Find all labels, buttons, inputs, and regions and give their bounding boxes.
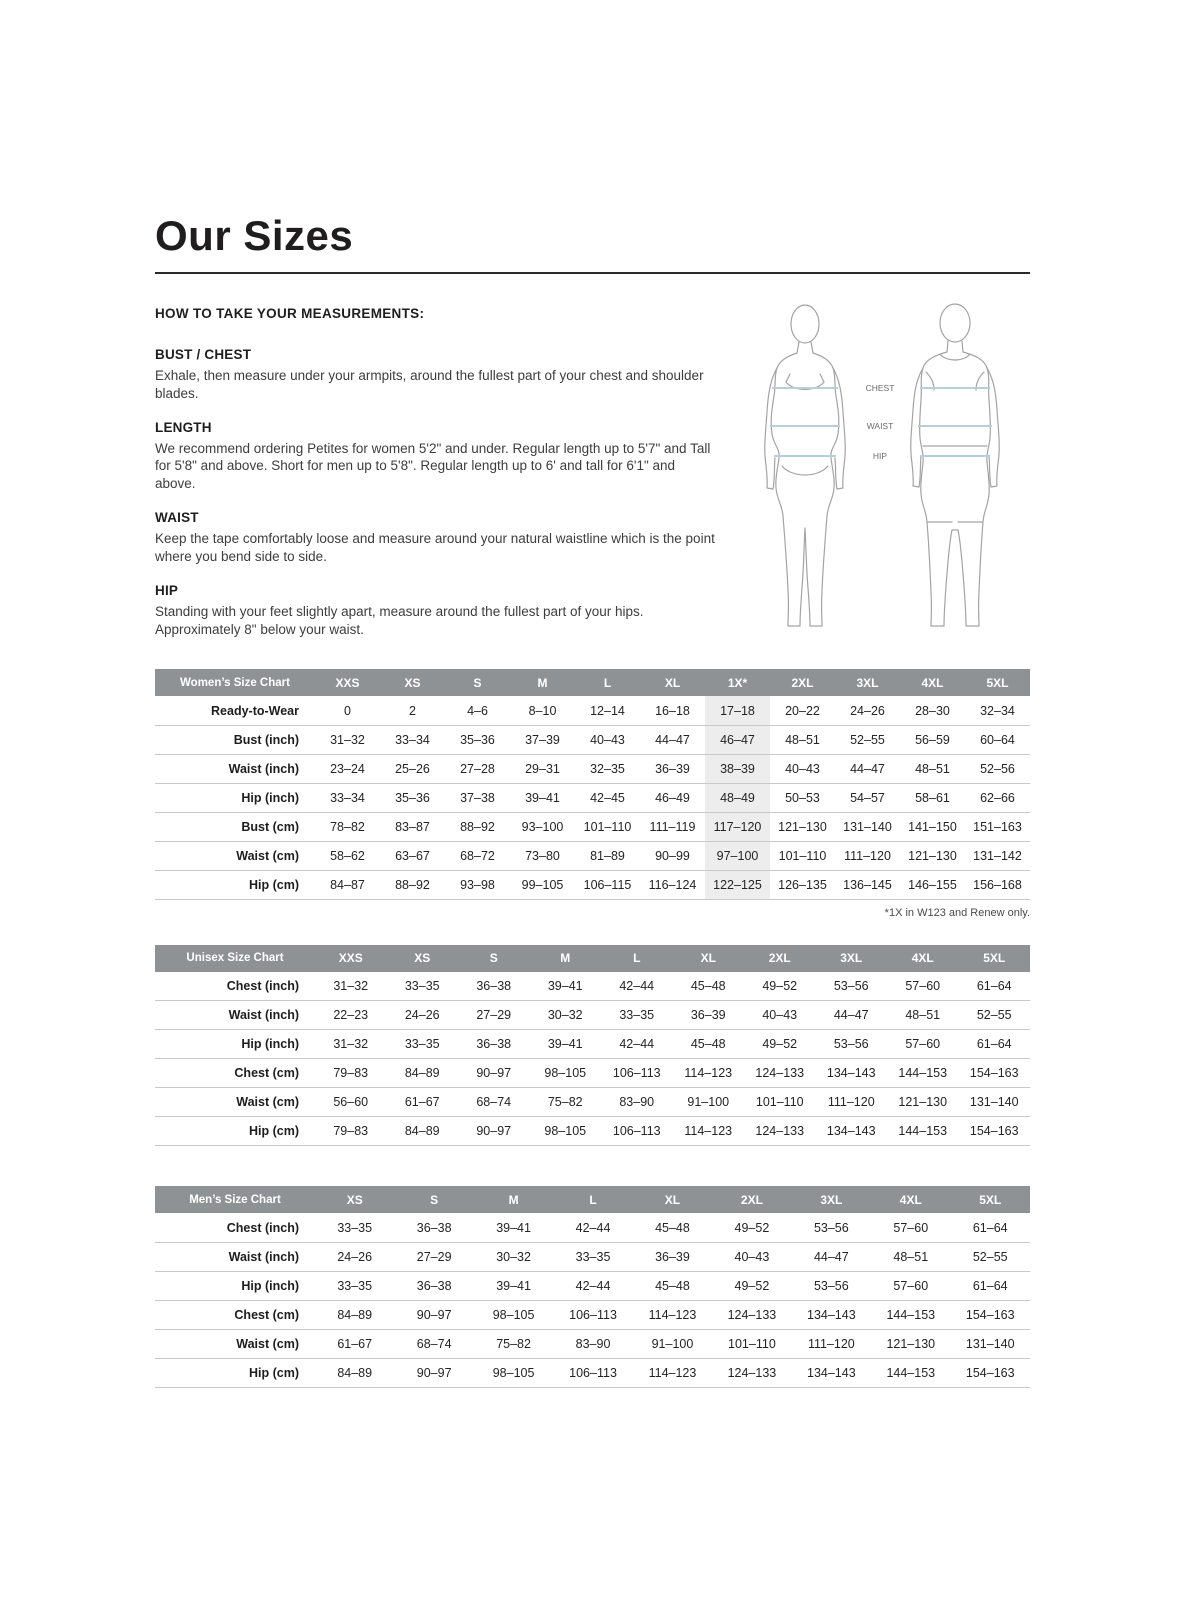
size-column-header: 1X* bbox=[705, 669, 770, 696]
size-value-cell: 106–113 bbox=[569, 1365, 617, 1380]
size-value-cell: 40–43 bbox=[734, 1249, 770, 1264]
size-value-cell: 53–56 bbox=[813, 1220, 849, 1235]
section-body: We recommend ordering Petites for women 5'2" and under. Regular length up to 5'7" and Tall for 5'8" and above. Short for men up to 5'8". Regular length up to 6' and tall for 6'1" and above. bbox=[155, 440, 711, 492]
size-value-cell: 84–89 bbox=[404, 1066, 440, 1081]
size-value-cell: 57–60 bbox=[905, 979, 941, 994]
size-value-cell: 40–43 bbox=[785, 761, 820, 776]
size-value-cell: 121–130 bbox=[908, 848, 957, 863]
size-value-cell: 61–64 bbox=[976, 1037, 1012, 1052]
mens-size-chart-table bbox=[155, 1186, 1030, 1388]
womens-size-chart-table bbox=[155, 669, 1030, 900]
row-label: Chest (cm) bbox=[234, 1066, 299, 1081]
table-row bbox=[155, 841, 1030, 870]
size-value-cell: 44–47 bbox=[833, 1008, 869, 1023]
figure-label-chest: CHEST bbox=[865, 383, 895, 393]
size-column-header: 2XL bbox=[744, 945, 816, 972]
size-value-cell: 53–56 bbox=[833, 1037, 869, 1052]
size-value-cell: 30–32 bbox=[547, 1008, 583, 1023]
size-value-cell: 61–67 bbox=[337, 1336, 373, 1351]
size-value-cell: 61–64 bbox=[976, 979, 1012, 994]
size-value-cell: 57–60 bbox=[893, 1278, 929, 1293]
table-row bbox=[155, 812, 1030, 841]
section-waist bbox=[155, 510, 715, 566]
size-value-cell: 23–24 bbox=[330, 761, 365, 776]
size-value-cell: 33–35 bbox=[337, 1220, 373, 1235]
table-row bbox=[155, 1117, 1030, 1146]
size-value-cell: 111–120 bbox=[844, 848, 891, 863]
figure-label-waist: WAIST bbox=[866, 421, 894, 431]
size-value-cell: 154–163 bbox=[965, 1365, 1015, 1380]
size-column-header: 3XL bbox=[792, 1186, 871, 1213]
size-value-cell: 121–130 bbox=[886, 1336, 936, 1351]
figure-label-hip: HIP bbox=[872, 451, 888, 461]
row-label: Hip (cm) bbox=[249, 1365, 299, 1380]
table-title: Unisex Size Chart bbox=[155, 945, 315, 972]
size-value-cell: 106–113 bbox=[569, 1307, 617, 1322]
size-value-cell: 124–133 bbox=[755, 1066, 805, 1081]
size-value-cell: 73–80 bbox=[525, 848, 560, 863]
size-value-cell: 33–35 bbox=[404, 979, 440, 994]
table-title: Men’s Size Chart bbox=[155, 1186, 315, 1213]
size-value-cell: 39–41 bbox=[547, 1037, 583, 1052]
table-row bbox=[155, 972, 1030, 1001]
measurements-intro bbox=[155, 306, 1030, 655]
row-label: Waist (inch) bbox=[228, 761, 299, 776]
size-value-cell: 32–35 bbox=[590, 761, 625, 776]
page-title: Our Sizes bbox=[155, 212, 354, 259]
size-column-header: XXS bbox=[315, 669, 380, 696]
size-value-cell: 36–39 bbox=[690, 1008, 726, 1023]
measurement-figures bbox=[730, 296, 1030, 655]
size-value-cell: 84–89 bbox=[337, 1307, 373, 1322]
size-column-header: XL bbox=[633, 1186, 712, 1213]
size-value-cell: 45–48 bbox=[690, 1037, 726, 1052]
size-column-header: 3XL bbox=[816, 945, 888, 972]
size-value-cell: 88–92 bbox=[460, 819, 495, 834]
header-row bbox=[155, 1186, 1030, 1213]
mens-size-chart-section bbox=[155, 1186, 1030, 1388]
size-value-cell: 134–143 bbox=[807, 1307, 856, 1322]
size-value-cell: 33–35 bbox=[337, 1278, 373, 1293]
size-value-cell: 136–145 bbox=[843, 877, 892, 892]
table-row bbox=[155, 783, 1030, 812]
section-body: Keep the tape comfortably loose and measure around your natural waistline which is the point where you bend side to side. bbox=[155, 531, 715, 564]
size-value-cell: 52–55 bbox=[972, 1249, 1008, 1264]
row-label: Hip (inch) bbox=[241, 1278, 299, 1293]
table-row bbox=[155, 1059, 1030, 1088]
section-body: Exhale, then measure under your armpits, around the fullest part of your chest and shoulder blades. bbox=[155, 368, 704, 401]
size-value-cell: 114–123 bbox=[648, 1365, 697, 1380]
size-value-cell: 62–66 bbox=[980, 790, 1015, 805]
size-value-cell: 101–110 bbox=[583, 819, 632, 834]
size-value-cell: 101–110 bbox=[728, 1336, 776, 1351]
size-column-header: XL bbox=[673, 945, 745, 972]
size-value-cell: 79–83 bbox=[333, 1066, 369, 1081]
unisex-size-chart-table bbox=[155, 945, 1030, 1147]
size-value-cell: 151–163 bbox=[973, 819, 1022, 834]
size-value-cell: 27–28 bbox=[460, 761, 495, 776]
size-value-cell: 91–100 bbox=[651, 1336, 694, 1351]
size-value-cell: 20–22 bbox=[785, 703, 820, 718]
size-value-cell: 42–45 bbox=[590, 790, 625, 805]
size-value-cell: 98–105 bbox=[544, 1066, 587, 1081]
size-value-cell: 106–113 bbox=[612, 1066, 661, 1081]
row-label: Waist (inch) bbox=[228, 1008, 299, 1023]
size-value-cell: 83–87 bbox=[395, 819, 430, 834]
size-value-cell: 36–38 bbox=[476, 979, 512, 994]
size-value-cell: 31–32 bbox=[330, 732, 365, 747]
size-value-cell: 106–115 bbox=[583, 877, 632, 892]
size-value-cell: 75–82 bbox=[547, 1095, 583, 1110]
size-column-header: S bbox=[458, 945, 530, 972]
table-row bbox=[155, 1300, 1030, 1329]
size-value-cell: 33–34 bbox=[330, 790, 365, 805]
size-value-cell: 114–123 bbox=[684, 1124, 733, 1139]
size-value-cell: 42–44 bbox=[619, 979, 655, 994]
size-value-cell: 56–59 bbox=[915, 732, 950, 747]
size-value-cell: 48–51 bbox=[785, 732, 820, 747]
size-column-header: 4XL bbox=[887, 945, 959, 972]
size-column-header: 5XL bbox=[951, 1186, 1031, 1213]
section-bust-chest bbox=[155, 347, 715, 403]
table-row bbox=[155, 1242, 1030, 1271]
section-length bbox=[155, 420, 715, 493]
size-column-header: XS bbox=[315, 1186, 394, 1213]
size-value-cell: 154–163 bbox=[969, 1066, 1019, 1081]
size-value-cell: 46–49 bbox=[655, 790, 690, 805]
size-value-cell: 58–62 bbox=[330, 848, 365, 863]
size-value-cell: 114–123 bbox=[648, 1307, 697, 1322]
size-value-cell: 45–48 bbox=[690, 979, 726, 994]
section-heading: BUST / CHEST bbox=[155, 347, 252, 362]
size-value-cell: 40–43 bbox=[590, 732, 625, 747]
size-value-cell: 124–133 bbox=[727, 1365, 777, 1380]
size-value-cell: 124–133 bbox=[727, 1307, 777, 1322]
size-value-cell: 58–61 bbox=[915, 790, 950, 805]
size-value-cell: 131–142 bbox=[973, 848, 1022, 863]
table-row bbox=[155, 1030, 1030, 1059]
row-label: Waist (inch) bbox=[228, 1249, 299, 1264]
size-value-cell: 61–64 bbox=[972, 1278, 1008, 1293]
size-value-cell: 30–32 bbox=[496, 1249, 531, 1264]
size-value-cell: 124–133 bbox=[755, 1124, 805, 1139]
size-value-cell: 134–143 bbox=[826, 1124, 876, 1139]
size-value-cell: 35–36 bbox=[395, 790, 430, 805]
size-value-cell: 91–100 bbox=[687, 1095, 730, 1110]
size-value-cell: 156–168 bbox=[973, 877, 1022, 892]
size-column-header: M bbox=[510, 669, 575, 696]
row-label: Hip (cm) bbox=[249, 1124, 299, 1139]
size-value-cell: 45–48 bbox=[655, 1220, 690, 1235]
header-row bbox=[155, 945, 1030, 972]
size-value-cell: 39–41 bbox=[496, 1278, 531, 1293]
size-value-cell: 38–39 bbox=[705, 754, 770, 783]
table-row bbox=[155, 754, 1030, 783]
unisex-size-chart-section bbox=[155, 945, 1030, 1147]
row-label: Waist (cm) bbox=[236, 1336, 299, 1351]
size-value-cell: 101–110 bbox=[755, 1095, 804, 1110]
size-column-header: L bbox=[601, 945, 673, 972]
size-value-cell: 131–140 bbox=[965, 1336, 1015, 1351]
size-column-header: 5XL bbox=[965, 669, 1030, 696]
size-value-cell: 49–52 bbox=[734, 1278, 770, 1293]
size-value-cell: 114–123 bbox=[684, 1066, 733, 1081]
row-label: Hip (inch) bbox=[241, 790, 299, 805]
size-value-cell: 98–105 bbox=[544, 1124, 587, 1139]
size-value-cell: 84–89 bbox=[404, 1124, 440, 1139]
size-value-cell: 52–55 bbox=[976, 1008, 1012, 1023]
section-heading: HIP bbox=[155, 582, 179, 598]
size-value-cell: 54–57 bbox=[850, 790, 885, 805]
size-value-cell: 63–67 bbox=[395, 848, 430, 863]
size-column-header: 2XL bbox=[770, 669, 835, 696]
size-value-cell: 49–52 bbox=[762, 979, 798, 994]
size-value-cell: 35–36 bbox=[460, 732, 495, 747]
size-value-cell: 40–43 bbox=[762, 1008, 798, 1023]
size-value-cell: 44–47 bbox=[655, 732, 690, 747]
size-value-cell: 154–163 bbox=[965, 1307, 1015, 1322]
size-column-header: XXS bbox=[315, 945, 387, 972]
size-value-cell: 144–153 bbox=[886, 1307, 936, 1322]
size-value-cell: 78–82 bbox=[330, 819, 365, 834]
size-value-cell: 49–52 bbox=[734, 1220, 770, 1235]
size-value-cell: 8–10 bbox=[528, 703, 557, 718]
size-value-cell: 68–72 bbox=[460, 848, 495, 863]
female-body-outline bbox=[771, 353, 839, 626]
size-value-cell: 121–130 bbox=[898, 1095, 948, 1110]
section-heading: LENGTH bbox=[155, 419, 212, 435]
size-value-cell: 88–92 bbox=[395, 877, 430, 892]
size-column-header: XS bbox=[380, 669, 445, 696]
table-title: Women’s Size Chart bbox=[155, 669, 315, 696]
size-value-cell: 111–120 bbox=[807, 1336, 855, 1351]
size-value-cell: 27–29 bbox=[476, 1008, 512, 1023]
size-value-cell: 28–30 bbox=[915, 703, 950, 718]
size-value-cell: 22–23 bbox=[333, 1008, 369, 1023]
size-value-cell: 141–150 bbox=[908, 819, 957, 834]
section-body: Standing with your feet slightly apart, measure around the fullest part of your hips. Approximately 8" below your waist. bbox=[155, 603, 644, 637]
size-value-cell: 16–18 bbox=[655, 703, 690, 718]
size-value-cell: 111–119 bbox=[649, 819, 696, 834]
size-column-header: 4XL bbox=[900, 669, 965, 696]
womens-table-footnote: *1X in W123 and Renew only. bbox=[884, 906, 1030, 919]
size-value-cell: 83–90 bbox=[619, 1095, 655, 1110]
size-value-cell: 44–47 bbox=[850, 761, 885, 776]
size-value-cell: 61–67 bbox=[404, 1095, 440, 1110]
size-value-cell: 83–90 bbox=[575, 1336, 611, 1351]
size-column-header: 5XL bbox=[959, 945, 1031, 972]
size-value-cell: 68–74 bbox=[476, 1095, 512, 1110]
size-value-cell: 131–140 bbox=[843, 819, 892, 834]
size-value-cell: 37–38 bbox=[460, 790, 495, 805]
size-value-cell: 36–38 bbox=[416, 1278, 452, 1293]
size-value-cell: 33–35 bbox=[404, 1037, 440, 1052]
size-value-cell: 106–113 bbox=[612, 1124, 661, 1139]
table-row bbox=[155, 1271, 1030, 1300]
size-value-cell: 45–48 bbox=[655, 1278, 690, 1293]
size-value-cell: 56–60 bbox=[333, 1095, 369, 1110]
size-column-header: M bbox=[474, 1186, 553, 1213]
size-value-cell: 0 bbox=[344, 703, 351, 718]
size-value-cell: 48–49 bbox=[705, 783, 770, 812]
table-row bbox=[155, 870, 1030, 899]
size-value-cell: 24–26 bbox=[337, 1249, 373, 1264]
size-value-cell: 25–26 bbox=[395, 761, 430, 776]
size-value-cell: 144–153 bbox=[898, 1066, 948, 1081]
size-value-cell: 98–105 bbox=[492, 1307, 535, 1322]
size-value-cell: 52–56 bbox=[980, 761, 1015, 776]
size-value-cell: 39–41 bbox=[496, 1220, 531, 1235]
size-value-cell: 90–99 bbox=[655, 848, 690, 863]
male-body-outline bbox=[920, 352, 991, 626]
size-column-header: L bbox=[553, 1186, 632, 1213]
row-label: Hip (cm) bbox=[249, 877, 299, 892]
size-value-cell: 144–153 bbox=[898, 1124, 948, 1139]
table-row bbox=[155, 696, 1030, 725]
size-value-cell: 50–53 bbox=[785, 790, 820, 805]
row-label: Chest (cm) bbox=[234, 1307, 299, 1322]
size-value-cell: 134–143 bbox=[826, 1066, 876, 1081]
size-value-cell: 98–105 bbox=[492, 1365, 535, 1380]
table-row bbox=[155, 1329, 1030, 1358]
size-value-cell: 33–34 bbox=[395, 732, 430, 747]
row-label: Bust (inch) bbox=[233, 732, 299, 747]
size-value-cell: 48–51 bbox=[915, 761, 950, 776]
row-label: Waist (cm) bbox=[236, 848, 299, 863]
size-value-cell: 57–60 bbox=[905, 1037, 941, 1052]
size-value-cell: 29–31 bbox=[525, 761, 560, 776]
row-label: Chest (inch) bbox=[226, 1220, 299, 1235]
size-value-cell: 84–89 bbox=[337, 1365, 373, 1380]
table-row bbox=[155, 1001, 1030, 1030]
size-value-cell: 93–98 bbox=[460, 877, 495, 892]
size-value-cell: 126–135 bbox=[778, 877, 827, 892]
size-value-cell: 53–56 bbox=[813, 1278, 849, 1293]
size-value-cell: 79–83 bbox=[333, 1124, 369, 1139]
size-value-cell: 75–82 bbox=[496, 1336, 531, 1351]
size-column-header: S bbox=[445, 669, 510, 696]
size-value-cell: 68–74 bbox=[416, 1336, 452, 1351]
size-column-header: 3XL bbox=[835, 669, 900, 696]
size-column-header: XS bbox=[387, 945, 459, 972]
table-row bbox=[155, 725, 1030, 754]
size-value-cell: 24–26 bbox=[850, 703, 885, 718]
size-value-cell: 117–120 bbox=[705, 812, 770, 841]
size-value-cell: 99–105 bbox=[521, 877, 564, 892]
size-value-cell: 90–97 bbox=[476, 1124, 512, 1139]
size-value-cell: 134–143 bbox=[807, 1365, 856, 1380]
size-column-header: 2XL bbox=[712, 1186, 791, 1213]
size-value-cell: 97–100 bbox=[705, 841, 770, 870]
size-value-cell: 27–29 bbox=[416, 1249, 452, 1264]
size-value-cell: 4–6 bbox=[467, 703, 488, 718]
size-value-cell: 36–39 bbox=[655, 761, 690, 776]
size-value-cell: 111–120 bbox=[827, 1095, 875, 1110]
size-value-cell: 84–87 bbox=[330, 877, 365, 892]
size-column-header: 4XL bbox=[871, 1186, 950, 1213]
size-column-header: XL bbox=[640, 669, 705, 696]
size-value-cell: 116–124 bbox=[648, 877, 697, 892]
size-value-cell: 93–100 bbox=[521, 819, 564, 834]
size-value-cell: 32–34 bbox=[980, 703, 1015, 718]
size-value-cell: 39–41 bbox=[547, 979, 583, 994]
size-value-cell: 42–44 bbox=[575, 1278, 611, 1293]
size-value-cell: 122–125 bbox=[705, 870, 770, 899]
row-label: Hip (inch) bbox=[241, 1037, 299, 1052]
measurements-instructions bbox=[155, 306, 715, 655]
size-value-cell: 46–47 bbox=[705, 725, 770, 754]
size-value-cell: 90–97 bbox=[476, 1066, 512, 1081]
size-value-cell: 48–51 bbox=[905, 1008, 941, 1023]
size-value-cell: 154–163 bbox=[969, 1124, 1019, 1139]
body-outline-illustration bbox=[730, 296, 1030, 641]
size-value-cell: 144–153 bbox=[886, 1365, 936, 1380]
size-value-cell: 44–47 bbox=[813, 1249, 849, 1264]
how-to-heading: HOW TO TAKE YOUR MEASUREMENTS: bbox=[155, 306, 425, 321]
title-divider bbox=[155, 272, 1030, 274]
row-label: Waist (cm) bbox=[236, 1095, 299, 1110]
size-value-cell: 48–51 bbox=[893, 1249, 929, 1264]
table-row bbox=[155, 1088, 1030, 1117]
size-value-cell: 53–56 bbox=[833, 979, 869, 994]
size-value-cell: 81–89 bbox=[590, 848, 625, 863]
womens-size-chart-section bbox=[155, 669, 1030, 919]
size-value-cell: 2 bbox=[409, 703, 416, 718]
female-head bbox=[791, 305, 819, 343]
header-row bbox=[155, 669, 1030, 696]
size-value-cell: 90–97 bbox=[416, 1307, 452, 1322]
size-value-cell: 36–38 bbox=[476, 1037, 512, 1052]
size-value-cell: 31–32 bbox=[333, 1037, 369, 1052]
size-column-header: M bbox=[530, 945, 602, 972]
size-value-cell: 17–18 bbox=[705, 696, 770, 725]
size-value-cell: 24–26 bbox=[404, 1008, 440, 1023]
size-value-cell: 49–52 bbox=[762, 1037, 798, 1052]
size-value-cell: 131–140 bbox=[969, 1095, 1019, 1110]
size-value-cell: 57–60 bbox=[893, 1220, 929, 1235]
size-value-cell: 31–32 bbox=[333, 979, 369, 994]
row-label: Ready-to-Wear bbox=[211, 703, 299, 718]
size-value-cell: 42–44 bbox=[619, 1037, 655, 1052]
size-value-cell: 33–35 bbox=[619, 1008, 655, 1023]
row-label: Bust (cm) bbox=[241, 819, 299, 834]
size-value-cell: 37–39 bbox=[525, 732, 560, 747]
size-value-cell: 39–41 bbox=[525, 790, 560, 805]
section-hip bbox=[155, 583, 715, 639]
size-value-cell: 61–64 bbox=[972, 1220, 1008, 1235]
table-row bbox=[155, 1358, 1030, 1387]
size-value-cell: 121–130 bbox=[778, 819, 827, 834]
size-value-cell: 36–38 bbox=[416, 1220, 452, 1235]
size-column-header: S bbox=[394, 1186, 473, 1213]
size-value-cell: 36–39 bbox=[655, 1249, 690, 1264]
size-value-cell: 12–14 bbox=[590, 703, 625, 718]
size-value-cell: 146–155 bbox=[908, 877, 957, 892]
size-value-cell: 60–64 bbox=[980, 732, 1015, 747]
size-value-cell: 33–35 bbox=[575, 1249, 611, 1264]
size-value-cell: 101–110 bbox=[778, 848, 827, 863]
size-column-header: L bbox=[575, 669, 640, 696]
row-label: Chest (inch) bbox=[226, 979, 299, 994]
size-value-cell: 52–55 bbox=[850, 732, 885, 747]
size-value-cell: 42–44 bbox=[575, 1220, 611, 1235]
section-heading: WAIST bbox=[155, 510, 199, 526]
male-head bbox=[940, 304, 970, 342]
size-value-cell: 90–97 bbox=[416, 1365, 452, 1380]
table-row bbox=[155, 1213, 1030, 1242]
